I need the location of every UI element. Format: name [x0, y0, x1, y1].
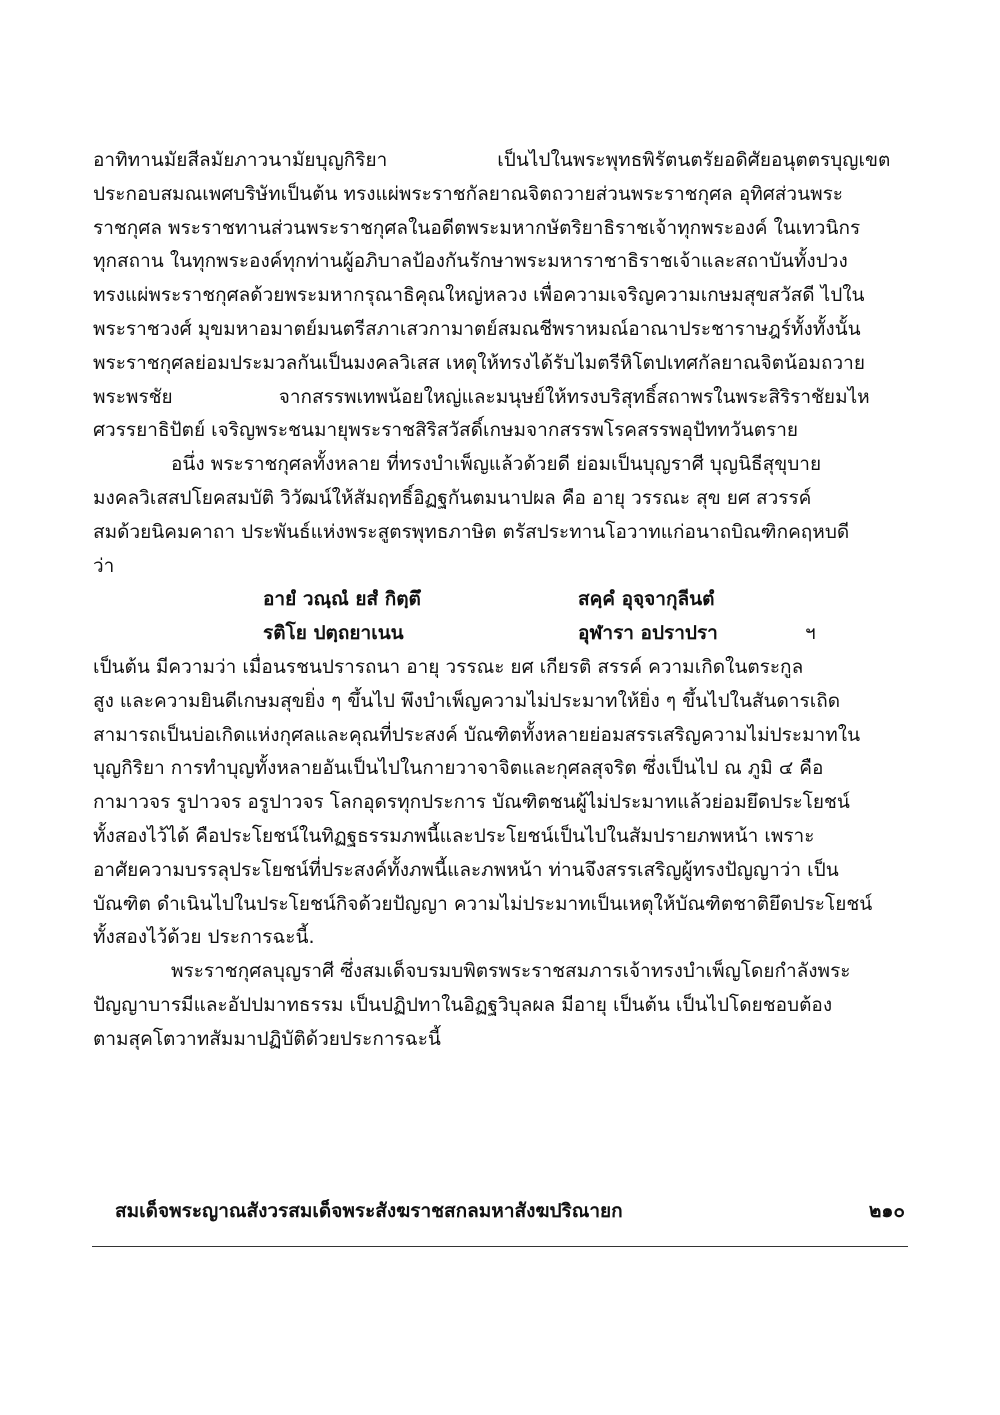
text-fragment: พระพรชัย — [93, 385, 173, 408]
text-line: ว่า — [93, 554, 115, 577]
text-line: อนึ่ง พระราชกุศลทั้งหลาย ที่ทรงบำเพ็ญแล้วด้วยดี ย่อมเป็นบุญราศี บุญนิธีสุขุบาย — [171, 453, 822, 476]
verse-line — [93, 617, 905, 651]
text-line: พระราชกุศลย่อมประมวลกันเป็นมงคลวิเสส เหตุให้ทรงได้รับไมตรีหิโตปเทศกัลยาณจิตน้อมถวาย — [93, 351, 865, 374]
text-line — [93, 144, 905, 178]
verse-line — [93, 583, 905, 617]
text-line: พระราชกุศลบุญราศี ซึ่งสมเด็จบรมบพิตรพระราชสมภารเจ้าทรงบำเพ็ญโดยกำลังพระ — [171, 960, 851, 983]
text-line: บัณฑิต ดำเนินไปในประโยชน์กิจด้วยปัญญา ความไม่ประมาทเป็นเหตุให้บัณฑิตชาติยึดประโยชน์ — [93, 892, 873, 915]
text-line: ประกอบสมณเพศบริษัทเป็นต้น ทรงแผ่พระราชกัลยาณจิตถวายส่วนพระราชกุศล อุทิศส่วนพระ — [93, 182, 843, 205]
text-line: เป็นต้น มีความว่า เมื่อนรชนปรารถนา อายุ วรรณะ ยศ เกียรติ สรรค์ ความเกิดในตระกูล — [93, 655, 804, 678]
text-line: ตามสุคโตวาทสัมมาปฏิบัติด้วยประการฉะนี้ — [93, 1027, 441, 1050]
page-number: ๒๑๐ — [868, 1200, 905, 1222]
text-line: มงคลวิเสสปโยคสมบัติ วิวัฒน์ให้สัมฤทธิ์อิฏฐกันตมนาปผล คือ อายุ วรรณะ สุข ยศ สวรรค์ — [93, 486, 812, 509]
verse-text: สคฺคํ อุจฺจากุลีนตํ — [578, 588, 715, 611]
text-line: สามารถเป็นบ่อเกิดแห่งกุศลและคุณที่ประสงค์ บัณฑิตทั้งหลายย่อมสรรเสริญความไม่ประมาทใน — [93, 723, 861, 746]
verse-text: อุฬารา อปราปรา — [578, 622, 718, 645]
text-line: สูง และความยินดีเกษมสุขยิ่ง ๆ ขึ้นไป พึงบำเพ็ญความไม่ประมาทให้ยิ่ง ๆ ขึ้นไปในสันดารเถิด — [93, 689, 841, 712]
verse-text: อายํ วณฺณํ ยสํ กิตฺตึ — [263, 588, 421, 611]
text-fragment: เป็นไปในพระพุทธพิรัตนตรัยอดิศัยอนุตตรบุญเขต — [497, 149, 891, 171]
text-fragment: จากสรรพเทพน้อยใหญ่และมนุษย์ให้ทรงบริสุทธิ์สถาพรในพระสิริราชัยมไห — [278, 385, 870, 408]
footer-title: สมเด็จพระญาณสังวรสมเด็จพระสังฆราชสกลมหาสังฆปริณายก — [115, 1200, 623, 1222]
text-line: กามาวจร รูปาวจร อรูปาวจร โลกอุดรทุกประการ บัณฑิตชนผู้ไม่ประมาทแล้วย่อมยึดประโยชน์ — [93, 791, 850, 814]
text-line: ราชกุศล พระราชทานส่วนพระราชกุศลในอดีตพระมหากษัตริยาธิราชเจ้าทุกพระองค์ ในเทวนิกร — [93, 216, 861, 239]
text-line — [93, 381, 905, 415]
text-line: อาศัยความบรรลุประโยชน์ที่ประสงค์ทั้งภพนี้และภพหน้า ท่านจึงสรรเสริญผู้ทรงปัญญาว่า เป็น — [93, 858, 839, 881]
text-line: บุญกิริยา การทำบุญทั้งหลายอันเป็นไปในกายวาจาจิตและกุศลสุจริต ซึ่งเป็นไป ณ ภูมิ ๔ คือ — [93, 757, 824, 780]
text-line: ทั้งสองไว้ด้วย ประการฉะนี้. — [93, 926, 315, 949]
text-line: ปัญญาบารมีและอัปปมาทธรรม เป็นปฏิปทาในอิฏฐวิบุลผล มีอายุ เป็นต้น เป็นไปโดยชอบต้อง — [93, 993, 833, 1016]
body-text — [93, 144, 905, 1057]
verse-text: รติโย ปตฺถยาเนน — [263, 622, 404, 645]
text-line: สมด้วยนิคมคาถา ประพันธ์แห่งพระสูตรพุทธภาษิต ตรัสประทานโอวาทแก่อนาถบิณฑิกคฤหบดี — [93, 520, 850, 543]
text-fragment: อาทิทานมัยสีลมัยภาวนามัยบุญกิริยา — [93, 149, 388, 171]
text-line: ทั้งสองไว้ได้ คือประโยชน์ในทิฏฐธรรมภพนี้และประโยชน์เป็นไปในสัมปรายภพหน้า เพราะ — [93, 824, 815, 847]
verse-end-mark: ฯ — [805, 622, 816, 645]
text-line: พระราชวงศ์ มุขมหาอมาตย์มนตรีสภาเสวกามาตย์สมณชีพราหมณ์อาณาประชาราษฎร์ทั้งทั้งนั้น — [93, 317, 861, 340]
text-line: ทรงแผ่พระราชกุศลด้วยพระมหากรุณาธิคุณใหญ่หลวง เพื่อความเจริญความเกษมสุขสวัสดี ไปใน — [93, 284, 865, 307]
text-line: ทุกสถาน ในทุกพระองค์ทุกท่านผู้อภิบาลป้องกันรักษาพระมหาราชาธิราชเจ้าและสถาบันทั้งปวง — [93, 250, 848, 273]
text-line: ศวรรยาธิปัตย์ เจริญพระชนมายุพระราชสิริสวัสดิ์เกษมจากสรรพโรคสรรพอุปัททวันตราย — [93, 419, 799, 442]
footer-divider — [92, 1246, 908, 1247]
